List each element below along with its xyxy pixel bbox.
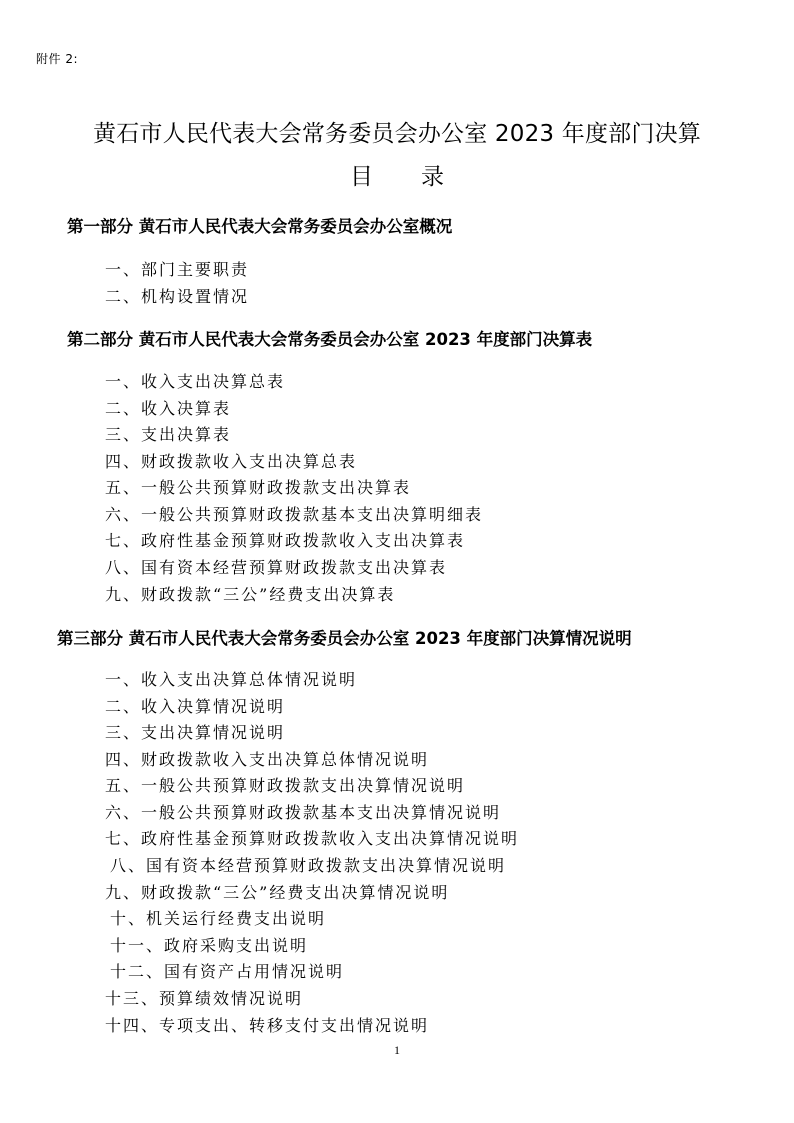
part-1-item: 一、部门主要职责: [105, 260, 250, 279]
part-3-item: 一、收入支出决算总体情况说明: [105, 670, 358, 689]
toc-heading-char-2: 录: [421, 164, 444, 190]
part-1-heading: 第一部分 黄石市人民代表大会常务委员会办公室概况: [67, 217, 453, 236]
part-3-item: 十二、国有资产占用情况说明: [110, 962, 345, 981]
part-3-item: 十四、专项支出、转移支付支出情况说明: [105, 1016, 430, 1035]
part-3-item: 四、财政拨款收入支出决算总体情况说明: [105, 750, 430, 769]
part-3-item: 八、国有资本经营预算财政拨款支出决算情况说明: [110, 856, 507, 875]
page-number: 1: [394, 1043, 400, 1057]
part-2-item: 一、收入支出决算总表: [105, 372, 286, 391]
part-1-item: 二、机构设置情况: [105, 287, 250, 306]
part-2-item: 五、一般公共预算财政拨款支出决算表: [105, 478, 412, 497]
part-3-item: 二、收入决算情况说明: [105, 697, 286, 716]
part-3-item: 九、财政拨款“三公”经费支出决算情况说明: [105, 883, 450, 902]
part-3-heading: 第三部分 黄石市人民代表大会常务委员会办公室 2023 年度部门决算情况说明: [57, 629, 632, 648]
document-title: 黄石市人民代表大会常务委员会办公室 2023 年度部门决算: [93, 121, 701, 147]
attachment-label: 附件 2:: [36, 52, 78, 66]
part-3-item: 十三、预算绩效情况说明: [105, 989, 304, 1008]
part-3-item: 十、机关运行经费支出说明: [110, 909, 327, 928]
part-3-item: 十一、政府采购支出说明: [110, 936, 309, 955]
part-2-item: 八、国有资本经营预算财政拨款支出决算表: [105, 558, 448, 577]
part-2-item: 七、政府性基金预算财政拨款收入支出决算表: [105, 531, 466, 550]
part-2-item: 九、财政拨款“三公”经费支出决算表: [105, 585, 396, 604]
part-3-item: 六、一般公共预算财政拨款基本支出决算情况说明: [105, 803, 502, 822]
part-3-item: 五、一般公共预算财政拨款支出决算情况说明: [105, 776, 466, 795]
part-2-item: 六、一般公共预算财政拨款基本支出决算明细表: [105, 505, 484, 524]
part-2-item: 四、财政拨款收入支出决算总表: [105, 452, 358, 471]
part-2-heading: 第二部分 黄石市人民代表大会常务委员会办公室 2023 年度部门决算表: [67, 330, 593, 349]
toc-heading: [0, 158, 794, 191]
part-2-item: 二、收入决算表: [105, 399, 232, 418]
toc-heading-char-1: 目: [350, 164, 373, 190]
part-2-item: 三、支出决算表: [105, 425, 232, 444]
part-3-item: 七、政府性基金预算财政拨款收入支出决算情况说明: [105, 829, 520, 848]
part-3-item: 三、支出决算情况说明: [105, 723, 286, 742]
